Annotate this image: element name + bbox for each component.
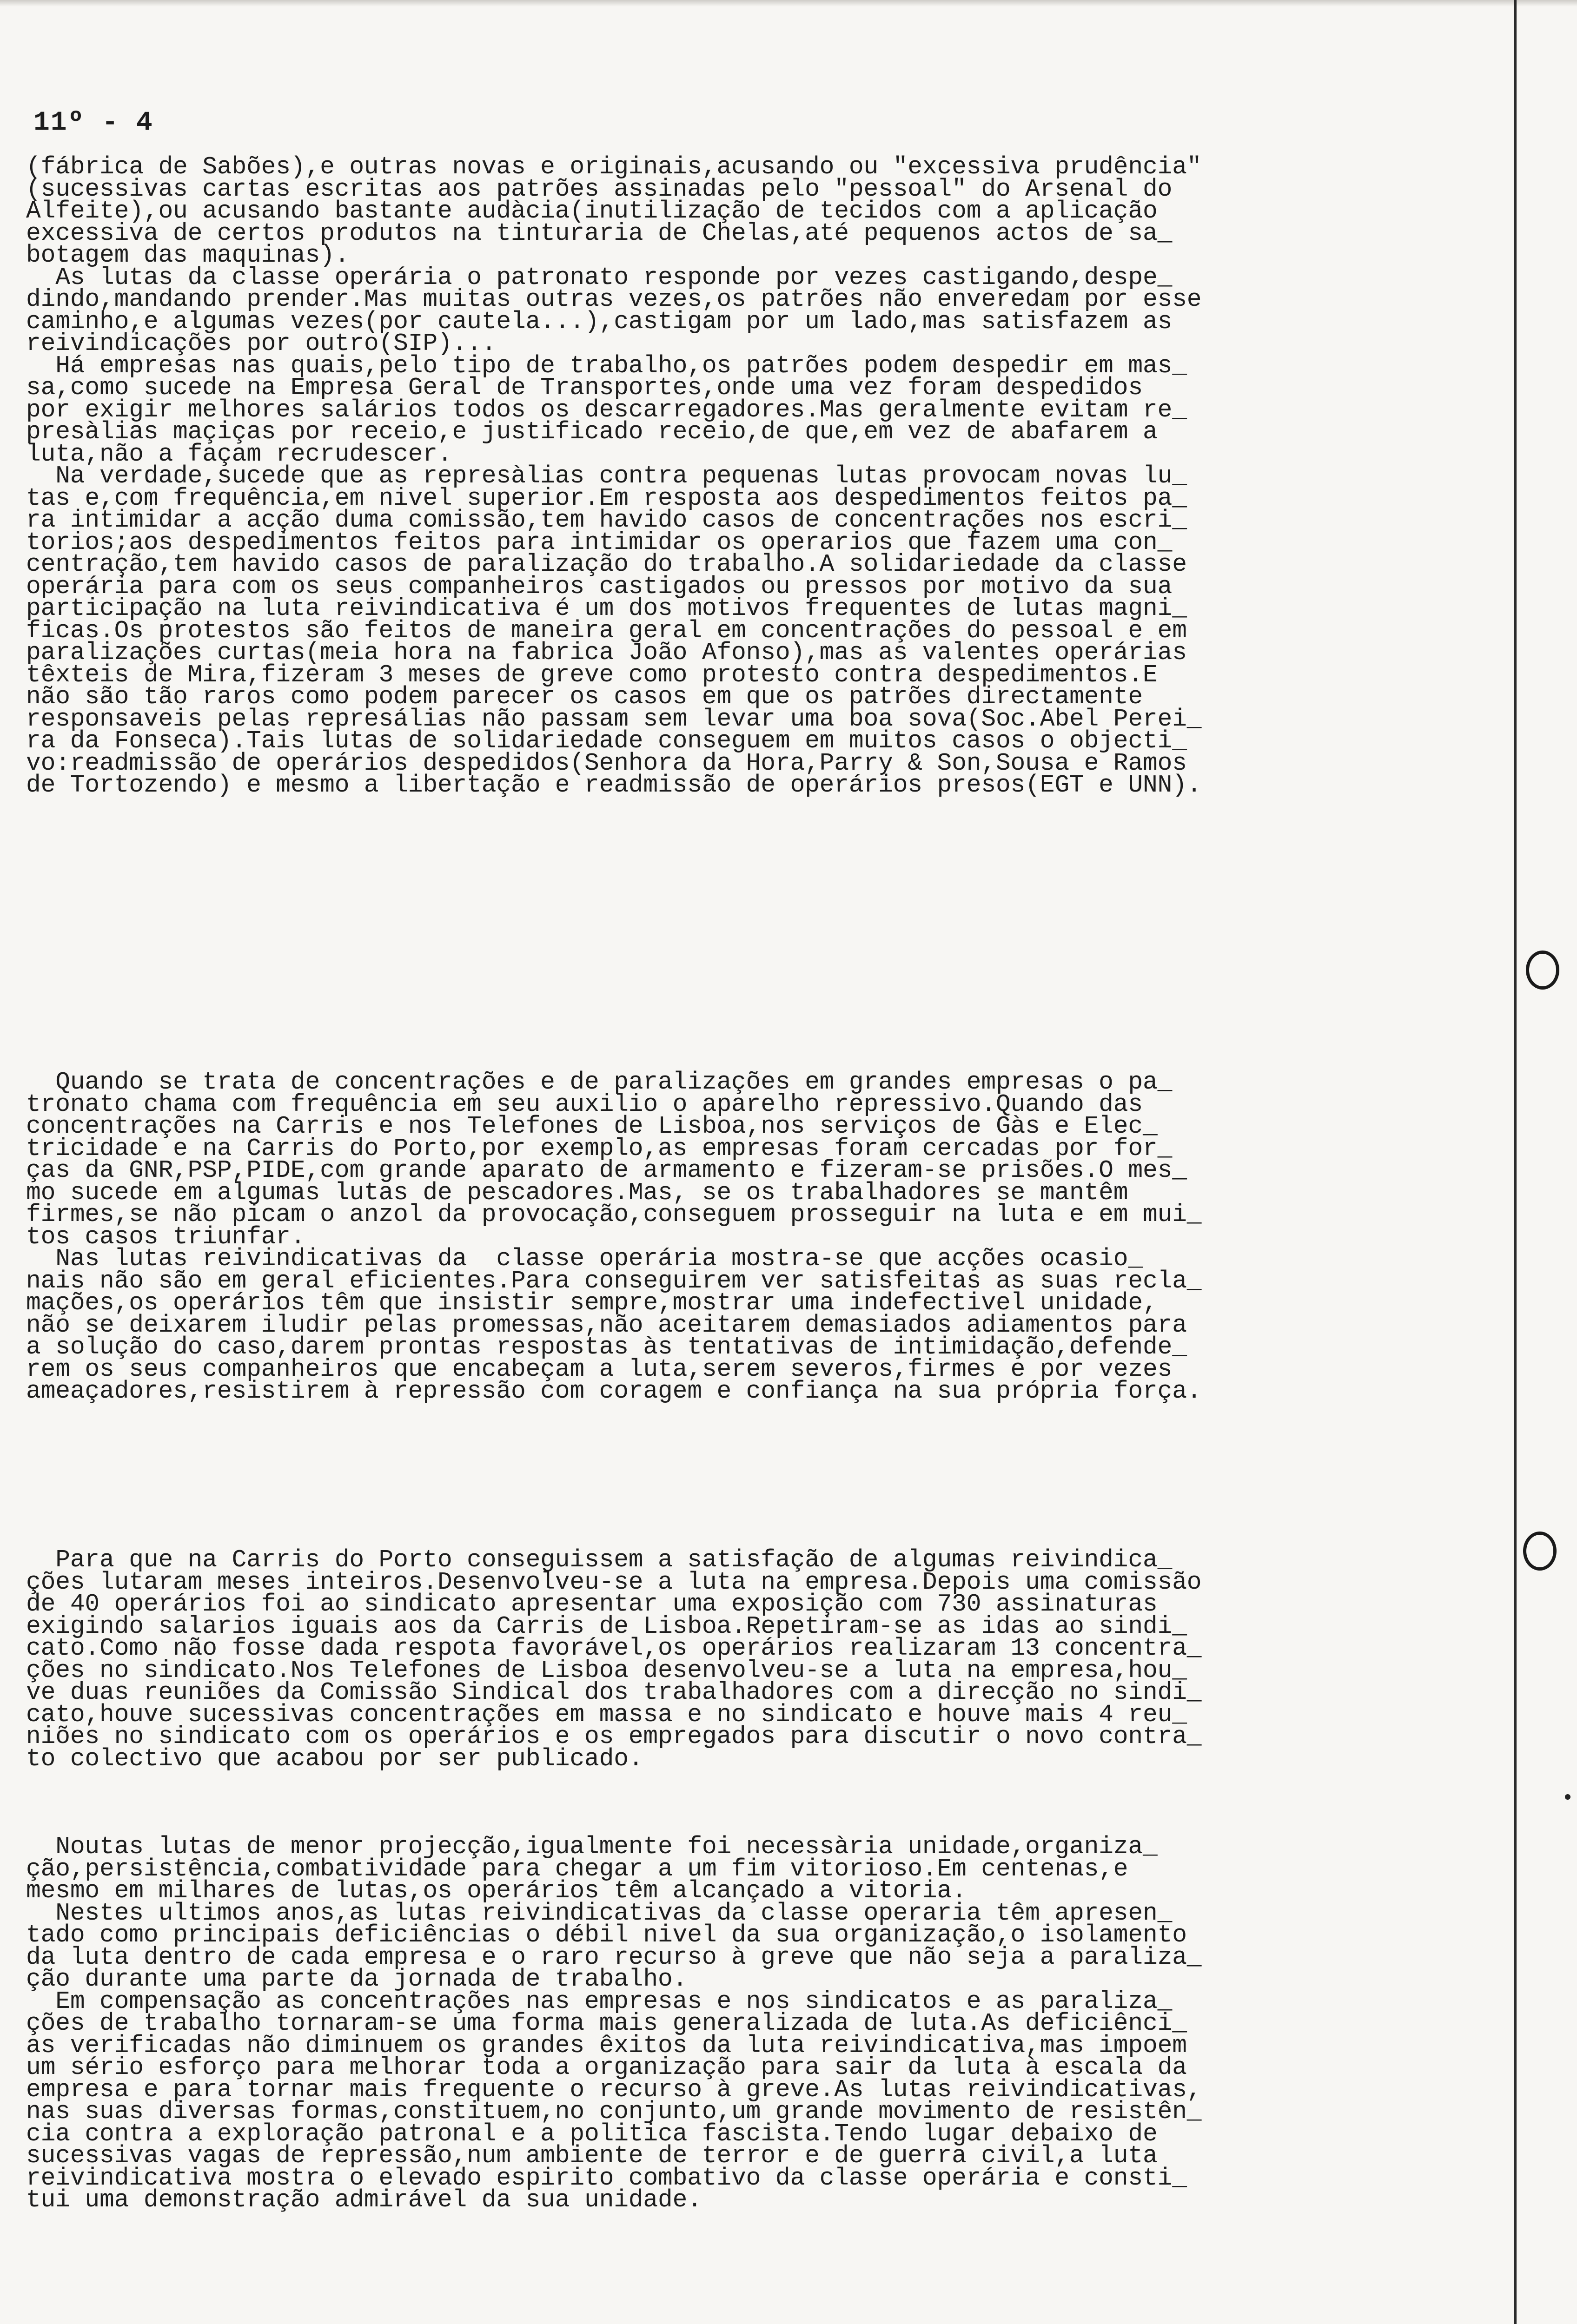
text-line: de Tortozendo) e mesmo a libertação e readmissão de operários presos(EGT e UNN). <box>26 771 1202 799</box>
text-line: (fábrica de Sabões),e outras novas e originais,acusando ou "excessiva prudência" <box>26 153 1202 181</box>
text-line: Quando se trata de concentrações e de paralizações em grandes empresas o pa_ <box>26 1068 1173 1096</box>
text-line: Para que na Carris do Porto conseguissem a satisfação de algumas reivindica_ <box>26 1546 1173 1574</box>
text-line: centração,tem havido casos de paralização do trabalho.A solidariedade da classe <box>26 550 1187 578</box>
text-line: Na verdade,sucede que as represàlias contra pequenas lutas provocam novas lu_ <box>26 462 1187 490</box>
text-line: sa,como sucede na Empresa Geral de Transportes,onde uma vez foram despedidos <box>26 374 1143 402</box>
text-line: concentrações na Carris e nos Telefones de Lisboa,nos serviços de Gàs e Elec_ <box>26 1112 1158 1140</box>
text-line: ficas.Os protestos são feitos de maneira geral em concentrações do pessoal e em <box>26 616 1187 645</box>
text-line: não são tão raros como podem parecer os casos em que os patrões directamente <box>26 683 1143 711</box>
text-line: tos casos triunfar. <box>26 1222 305 1251</box>
paragraph-block <box>26 1068 1512 1405</box>
text-line: Em compensação as concentrações nas empresas e nos sindicatos e as paraliza_ <box>26 1987 1173 2015</box>
text-line: paralizações curtas(meia hora na fabrica João Afonso),mas as valentes operárias <box>26 639 1187 667</box>
text-line: têxteis de Mira,fizeram 3 meses de greve como protesto contra despedimentos.E <box>26 660 1158 689</box>
text-line: luta,não a façam recrudescer. <box>26 440 452 468</box>
punch-hole <box>1523 1532 1557 1571</box>
text-line: empresa e para tornar mais frequente o recurso à greve.As lutas reivindicativas, <box>26 2075 1202 2104</box>
text-line: reivindicações por outro(SIP)... <box>26 330 497 357</box>
text-line: exigindo salarios iguais aos da Carris de Lisboa.Repetiram-se as idas ao sindi_ <box>26 1612 1187 1640</box>
text-line: (sucessivas cartas escritas aos patrões assinadas pelo "pessoal" do Arsenal do <box>26 175 1173 203</box>
text-line: rem os seus companheiros que encabeçam a luta,serem severos,firmes e por vezes <box>26 1355 1173 1383</box>
text-line: caminho,e algumas vezes(por cautela...),castigam por um lado,mas satisfazem as <box>26 307 1173 336</box>
text-line: tronato chama com frequência em seu auxilio o aparelho repressivo.Quando das <box>26 1090 1143 1118</box>
text-line: tado como principais deficiências o débil nivel da sua organização,o isolamento <box>26 1921 1187 1949</box>
text-line: tas e,com frequência,em nivel superior.Em resposta aos despedimentos feitos pa_ <box>26 484 1187 512</box>
text-line: cia contra a exploração patronal e a politica fascista.Tendo lugar debaixo de <box>26 2119 1158 2148</box>
punch-hole <box>1526 951 1559 990</box>
text-line: nas suas diversas formas,constituem,no conjunto,um grande movimento de resistên_ <box>26 2098 1202 2126</box>
text-line: ameaçadores,resistirem à repressão com coragem e confiança na sua própria força. <box>26 1377 1202 1405</box>
text-line: Nas lutas reivindicativas da classe operária mostra-se que acções ocasio_ <box>26 1245 1143 1273</box>
text-line: mo sucede em algumas lutas de pescadores.Mas, se os trabalhadores se mantêm <box>26 1178 1128 1207</box>
text-line: vo:readmissão de operários despedidos(Senhora da Hora,Parry & Son,Sousa e Ramos <box>26 749 1187 777</box>
text-line: tricidade e na Carris do Porto,por exemplo,as empresas foram cercadas por for_ <box>26 1134 1173 1162</box>
text-line: cato,houve sucessivas concentrações em massa e no sindicato e houve mais 4 reu_ <box>26 1700 1187 1729</box>
text-line: mesmo em milhares de lutas,os operários têm alcançado a vitoria. <box>26 1877 967 1905</box>
text-line: ções de trabalho tornaram-se uma forma mais generalizada de luta.As deficiênci_ <box>26 2009 1187 2037</box>
text-line: por exigir melhores salários todos os descarregadores.Mas geralmente evitam re_ <box>26 396 1187 424</box>
text-line: não se deixarem iludir pelas promessas,não aceitarem demasiados adiamentos para <box>26 1311 1187 1339</box>
text-line: ções lutaram meses inteiros.Desenvolveu-se a luta na empresa.Depois uma comissão <box>26 1568 1202 1596</box>
text-line: da luta dentro de cada empresa e o raro recurso à greve que não seja a paraliza_ <box>26 1943 1202 1971</box>
text-line: ção durante uma parte da jornada de trabalho. <box>26 1965 688 1993</box>
text-line: torios;aos despedimentos feitos para intimidar os operarios que fazem uma con_ <box>26 528 1173 556</box>
text-line: to colectivo que acabou por ser publicado. <box>26 1744 643 1773</box>
text-line: niões no sindicato com os operários e os empregados para discutir o novo contra_ <box>26 1723 1202 1750</box>
text-line: cato.Como não fosse dada respota favorável,os operários realizaram 13 concentra_ <box>26 1634 1202 1662</box>
text-line: de 40 operários foi ao sindicato apresentar uma exposição com 730 assinaturas <box>26 1590 1158 1618</box>
text-line: ças da GNR,PSP,PIDE,com grande aparato de armamento e fizeram-se prisões.O mes_ <box>26 1156 1187 1184</box>
text-line: tui uma demonstração admirável da sua unidade. <box>26 2186 702 2214</box>
text-line: ção,persistência,combatividade para chegar a um fim vitorioso.Em centenas,e <box>26 1855 1128 1883</box>
text-line: ções no sindicato.Nos Telefones de Lisboa desenvolveu-se a luta na empresa,hou_ <box>26 1656 1187 1684</box>
text-line: Alfeite),ou acusando bastante audàcia(inutilização de tecidos com a aplicação <box>26 197 1158 225</box>
text-line: reivindicativa mostra o elevado espirito combativo da classe operária e consti_ <box>26 2164 1187 2192</box>
text-line: ra da Fonseca).Tais lutas de solidariedade conseguem em muitos casos o objecti_ <box>26 727 1187 755</box>
margin-dot <box>1565 1794 1570 1800</box>
text-line: a solução do caso,darem prontas respostas às tentativas de intimidação,defende_ <box>26 1333 1187 1361</box>
text-line: participação na luta reivindicativa é um dos motivos frequentes de lutas magni_ <box>26 594 1187 622</box>
text-line: ra intimidar a acção duma comissão,tem havido casos de concentrações nos escri_ <box>26 506 1187 534</box>
text-line: ve duas reuniões da Comissão Sindical dos trabalhadores com a direcção no sindi_ <box>26 1678 1202 1706</box>
text-line: mações,os operários têm que insistir sempre,mostrar uma indefectivel unidade, <box>26 1289 1158 1317</box>
text-line: As lutas da classe operária o patronato responde por vezes castigando,despe_ <box>26 263 1173 291</box>
text-line: um sério esforço para melhorar toda a organização para sair da luta à escala da <box>26 2053 1187 2081</box>
paragraph-block <box>26 1546 1512 1773</box>
paragraph-block <box>26 153 1512 799</box>
text-line: Nestes ultimos anos,as lutas reivindicativas da classe operaria têm apresen_ <box>26 1899 1173 1927</box>
text-line: excessiva de certos produtos na tinturaria de Chelas,até pequenos actos de sa_ <box>26 219 1173 247</box>
text-line: Noutas lutas de menor projecção,igualmente foi necessària unidade,organiza_ <box>26 1833 1158 1861</box>
paragraph-block <box>26 1833 1512 2214</box>
scan-top-edge <box>0 0 1577 7</box>
page-number: 11º - 4 <box>33 108 153 138</box>
text-line: nais não são em geral eficientes.Para conseguirem ver satisfeitas as suas recla_ <box>26 1267 1202 1295</box>
text-line: botagem das maquinas). <box>26 241 350 269</box>
text-line: sucessivas vagas de repressão,num ambiente de terror e de guerra civil,a luta <box>26 2142 1158 2170</box>
text-line: firmes,se não picam o anzol da provocação,conseguem prosseguir na luta e em mui_ <box>26 1201 1202 1228</box>
text-line: responsaveis pelas represálias não passam sem levar uma boa sova(Soc.Abel Perei_ <box>26 705 1202 733</box>
text-line: dindo,mandando prender.Mas muitas outras vezes,os patrões não enveredam por esse <box>26 285 1202 313</box>
text-line: presàlias maçiças por receio,e justificado receio,de que,em vez de abafarem a <box>26 418 1158 446</box>
text-line: Há empresas nas quais,pelo tipo de trabalho,os patrões podem despedir em mas_ <box>26 351 1187 380</box>
right-margin-rule <box>1514 0 1517 2324</box>
text-line: as verificadas não diminuem os grandes êxitos da luta reivindicativa,mas impoem <box>26 2031 1187 2060</box>
text-line: operária para com os seus companheiros castigados ou pressos por motivo da sua <box>26 572 1173 601</box>
